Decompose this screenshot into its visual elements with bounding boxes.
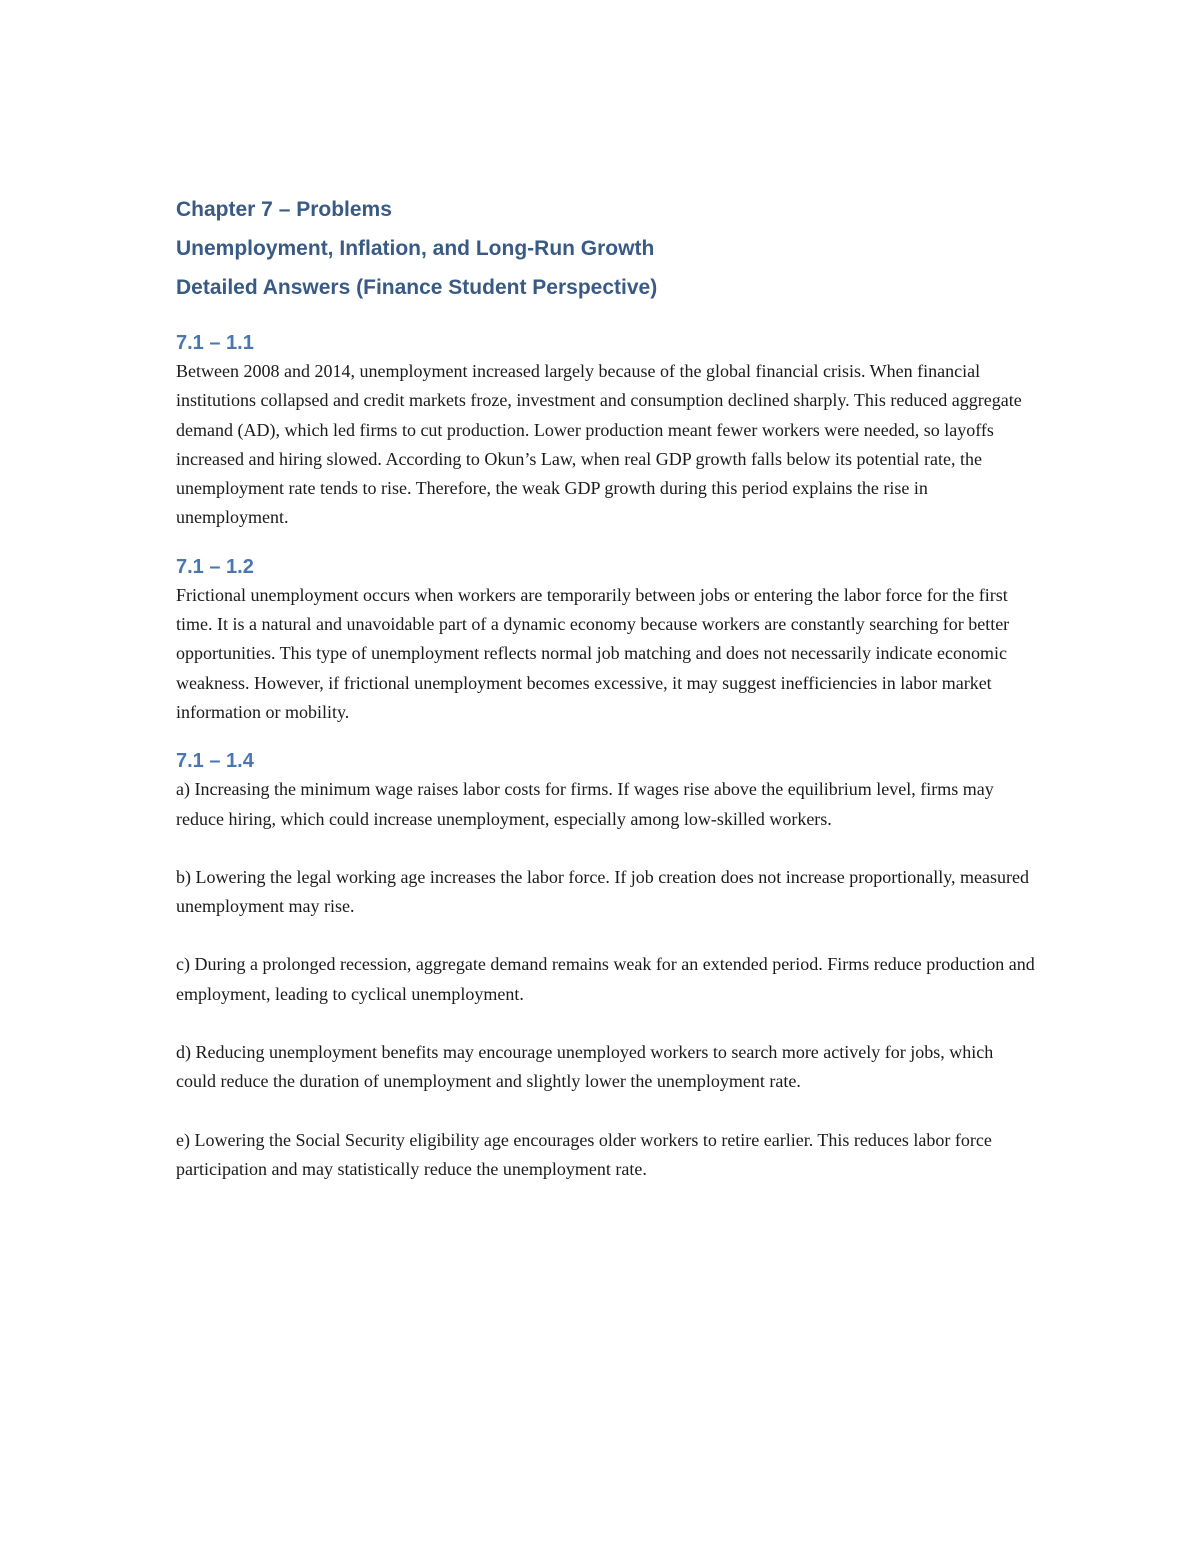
answer-item-a: a) Increasing the minimum wage raises labor costs for firms. If wages rise above the equilibrium level, firms may reduce hiring, which could increase unemployment, especially among low-skilled workers.: [176, 779, 994, 829]
answer-item-c: c) During a prolonged recession, aggregate demand remains weak for an extended period. Firms reduce production and employment, leading to cyclical unemployment.: [176, 954, 1035, 1004]
answer-item-e: e) Lowering the Social Security eligibility age encourages older workers to retire earlier. This reduces labor force participation and may statistically reduce the unemployment rate.: [176, 1129, 992, 1179]
document-title: [176, 190, 1036, 307]
title-line-chapter: Chapter 7 – Problems: [176, 198, 392, 221]
section-paragraph: Between 2008 and 2014, unemployment increased largely because of the global financial crisis. When financial institutions collapsed and credit markets froze, investment and consumption declined sharply. This reduced aggregate demand (AD), which led firms to cut production. Lower production meant fewer workers were needed, so layoffs increased and hiring slowed. According to Okun’s Law, when real GDP growth falls below its potential rate, the unemployment rate tends to rise. Therefore, the weak GDP growth during this period explains the rise in unemployment.: [176, 361, 1022, 528]
document-content: [176, 190, 1036, 1184]
section-paragraph: Frictional unemployment occurs when workers are temporarily between jobs or entering the labor force for the first time. It is a natural and unavoidable part of a dynamic economy because workers are constantly searching for better opportunities. This type of unemployment reflects normal job matching and does not necessarily indicate economic weakness. However, if frictional unemployment becomes excessive, it may suggest inefficiencies in labor market information or mobility.: [176, 584, 1010, 722]
title-line-subtitle: Detailed Answers (Finance Student Perspective): [176, 276, 658, 299]
answer-item-b: b) Lowering the legal working age increases the labor force. If job creation does not increase proportionally, measured unemployment may rise.: [176, 866, 1030, 917]
section-7-1-1-4: [176, 747, 1036, 1184]
section-7-1-1-2: [176, 553, 1036, 727]
section-heading: 7.1 – 1.2: [176, 555, 254, 578]
section-heading: 7.1 – 1.4: [176, 750, 254, 773]
title-line-topic: Unemployment, Inflation, and Long-Run Growth: [176, 237, 655, 260]
answer-item-d: d) Reducing unemployment benefits may encourage unemployed workers to search more actively for jobs, which could reduce the duration of unemployment and slightly lower the unemployment rate.: [176, 1042, 994, 1092]
section-heading: 7.1 – 1.1: [176, 332, 254, 354]
section-7-1-1-1: [176, 329, 1036, 533]
